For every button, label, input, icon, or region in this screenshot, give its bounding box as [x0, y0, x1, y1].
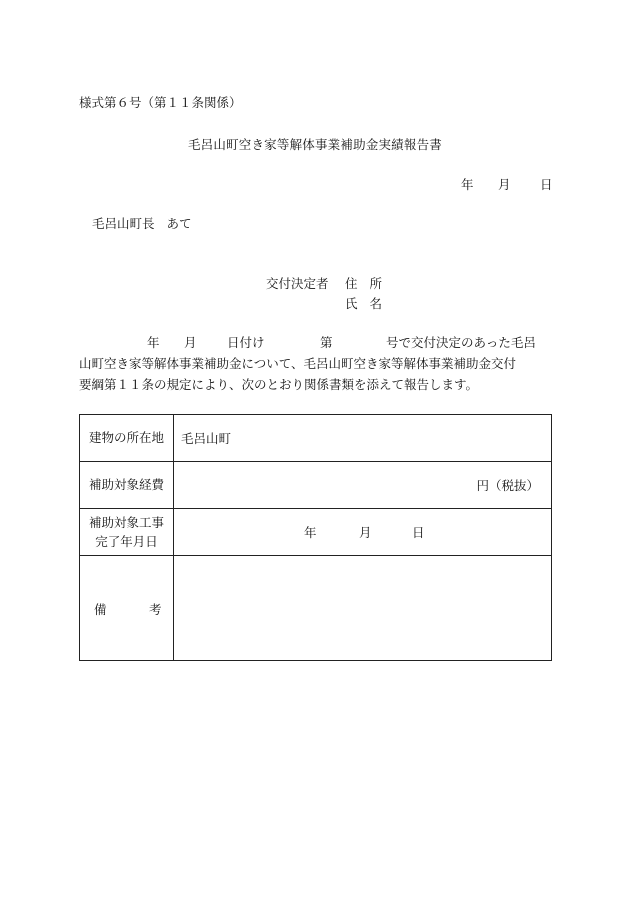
remarks-label [80, 556, 174, 661]
completion-year-label: 年 [304, 525, 317, 540]
addressee-suffix: あて [166, 216, 192, 231]
eligible-cost-label: 補助対象経費 [80, 462, 174, 509]
table-row [80, 462, 552, 509]
remarks-label-part2: 考 [149, 602, 162, 617]
body-line1-rest: 号で交付決定のあった毛呂 [386, 335, 536, 350]
remarks-value[interactable] [174, 556, 552, 661]
table-row [80, 509, 552, 556]
form-number: 様式第６号（第１１条関係） [79, 95, 242, 110]
address-label: 住 所 [345, 276, 383, 291]
table-row [80, 415, 552, 462]
body-number-prefix: 第 [320, 335, 333, 350]
completion-date-label-line2: 完了年月日 [95, 534, 158, 549]
completion-date-label [80, 509, 174, 556]
addressee [92, 218, 192, 231]
remarks-label-part1: 備 [94, 602, 107, 617]
building-location-value[interactable]: 毛呂山町 [174, 415, 552, 462]
completion-month-label: 月 [359, 525, 372, 540]
building-location-label: 建物の所在地 [80, 415, 174, 462]
date-day-label: 日 [540, 177, 553, 192]
addressee-name: 毛呂山町長 [92, 216, 155, 231]
body-line2: 山町空き家等解体事業補助金について、毛呂山町空き家等解体事業補助金交付 [79, 356, 517, 371]
body-day-label: 日付け [227, 335, 265, 350]
completion-date-value[interactable] [174, 509, 552, 556]
completion-date-label-line1: 補助対象工事 [88, 514, 164, 530]
document-title: 毛呂山町空き家等解体事業補助金実績報告書 [187, 137, 442, 152]
date-month-label: 月 [498, 177, 511, 192]
applicant-label: 交付決定者 [266, 276, 329, 291]
table-row [80, 556, 552, 661]
body-year-label: 年 [147, 335, 160, 350]
date-year-label: 年 [461, 177, 474, 192]
name-label: 氏 名 [345, 296, 383, 311]
report-table [79, 414, 552, 661]
body-line3: 要綱第１１条の規定により、次のとおり関係書類を添えて報告します。 [79, 377, 479, 392]
body-month-label: 月 [184, 335, 197, 350]
completion-day-label: 日 [412, 525, 425, 540]
eligible-cost-value[interactable]: 円（税抜） [174, 462, 552, 509]
